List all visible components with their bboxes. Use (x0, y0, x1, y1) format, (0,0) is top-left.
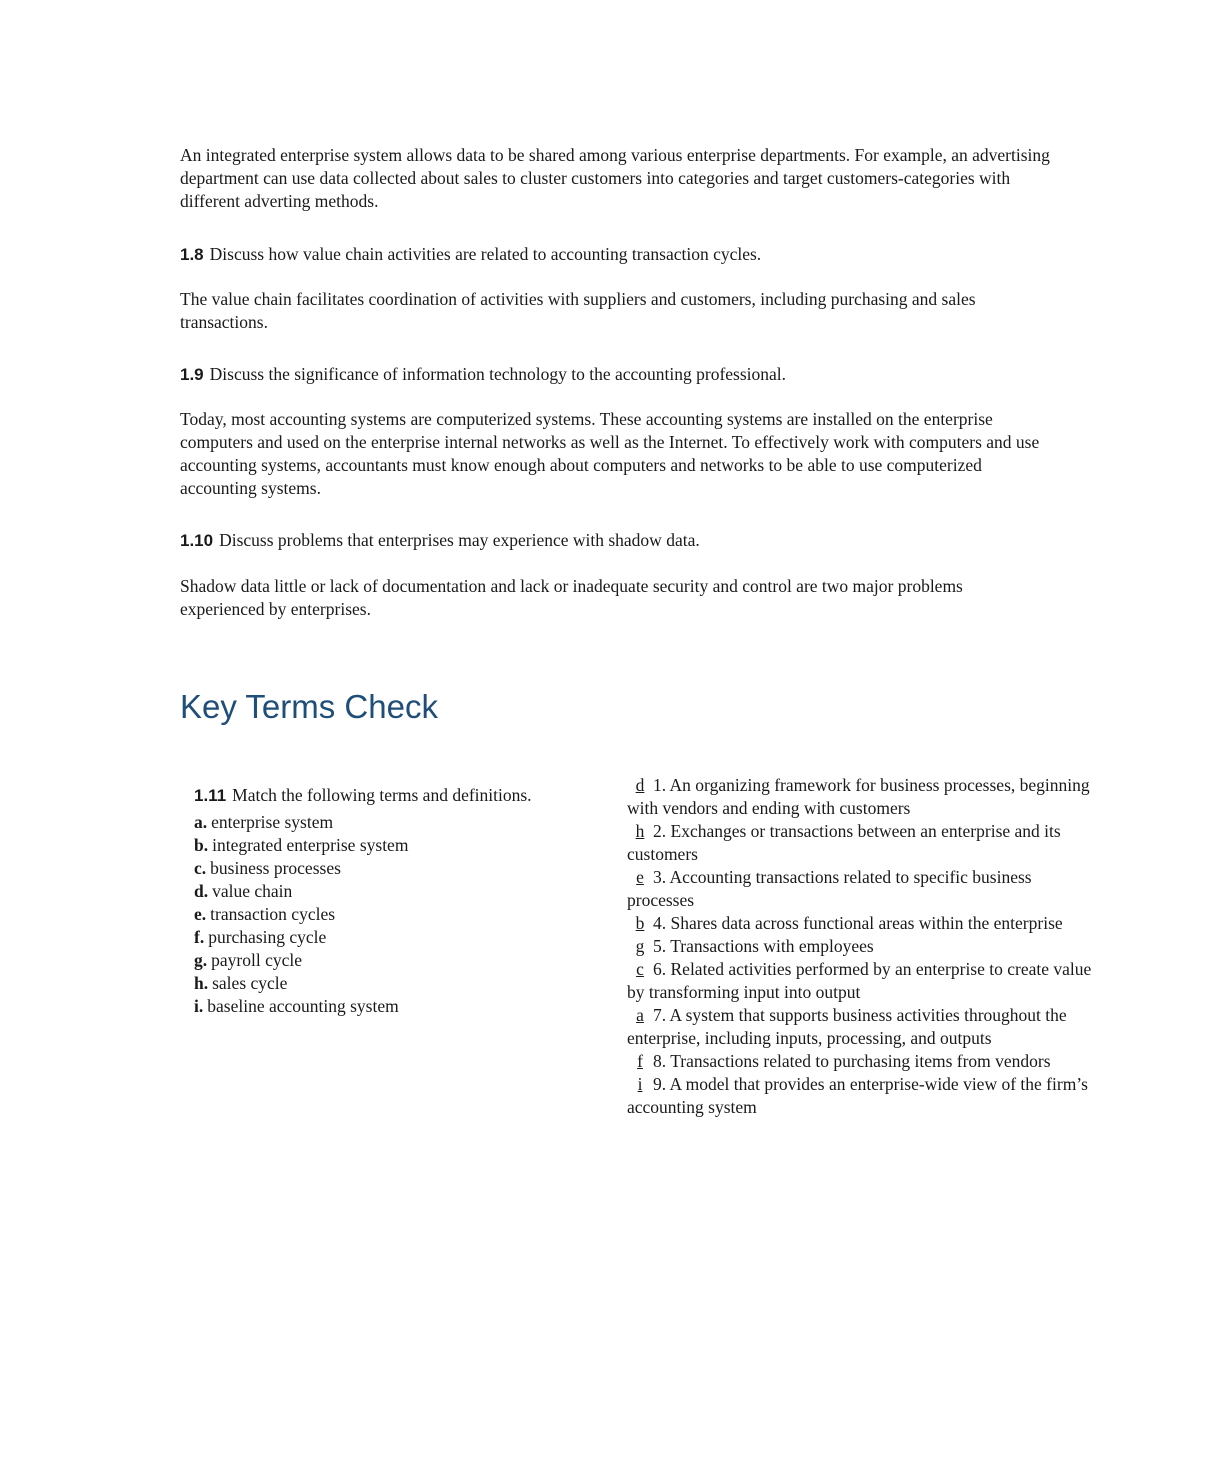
question-number: 1.11 (194, 786, 227, 805)
definition-text: A model that provides an enterprise-wide view of the firm’s accounting system (627, 1074, 1088, 1117)
term-item (194, 995, 614, 1018)
term-text: sales cycle (212, 973, 288, 993)
term-letter: c. (194, 858, 207, 878)
term-item (194, 880, 614, 903)
definition-number: 7. (653, 1005, 667, 1025)
terms-list (194, 811, 614, 1018)
answer-blank: h (635, 821, 645, 841)
term-text: purchasing cycle (208, 927, 327, 947)
answer-blank: g (635, 936, 645, 956)
term-item (194, 972, 614, 995)
definition-number: 2. (653, 821, 667, 841)
question-number: 1.10 (180, 531, 214, 550)
answer-blank: a (636, 1005, 644, 1025)
definition-text: Exchanges or transactions between an enterprise and its customers (627, 821, 1061, 864)
question-1-8 (180, 243, 1050, 266)
definition-text: An organizing framework for business processes, beginning with vendors and ending with customers (627, 775, 1090, 818)
definition-text: A system that supports business activities throughout the enterprise, including inputs, processing, and outputs (627, 1005, 1067, 1048)
definition-text: Related activities performed by an enterprise to create value by transforming input into output (627, 959, 1092, 1002)
term-text: enterprise system (211, 812, 334, 832)
answer-blank: b (635, 913, 645, 933)
definition-text: Transactions related to purchasing items from vendors (670, 1051, 1051, 1071)
definition-item (627, 912, 1102, 935)
term-text: baseline accounting system (207, 996, 399, 1016)
definition-text: Accounting transactions related to specific business processes (627, 867, 1032, 910)
term-item (194, 903, 614, 926)
term-text: business processes (210, 858, 341, 878)
term-letter: b. (194, 835, 209, 855)
term-text: integrated enterprise system (212, 835, 409, 855)
answer-text: Shadow data little or lack of documentation and lack or inadequate security and control are two major problems experienced by enterprises. (180, 576, 963, 619)
terms-column (194, 784, 614, 1018)
question-text: Discuss problems that enterprises may experience with shadow data. (219, 530, 700, 550)
answer-blank: d (635, 775, 645, 795)
definition-item (627, 866, 1102, 912)
term-letter: g. (194, 950, 208, 970)
definition-item (627, 820, 1102, 866)
term-text: transaction cycles (210, 904, 336, 924)
term-letter: f. (194, 927, 205, 947)
question-text: Match the following terms and definitions. (232, 785, 532, 805)
definition-number: 9. (653, 1074, 667, 1094)
definition-number: 3. (653, 867, 667, 887)
answer-blank: f (637, 1051, 643, 1071)
definition-number: 6. (653, 959, 667, 979)
definition-item (627, 1050, 1102, 1073)
answer-1-8 (180, 288, 1050, 334)
definitions-column (627, 774, 1102, 1119)
answer-blank: i (637, 1074, 643, 1094)
term-item (194, 811, 614, 834)
definition-number: 5. (653, 936, 667, 956)
answer-1-10 (180, 575, 1050, 621)
question-1-9 (180, 363, 1050, 386)
term-item (194, 949, 614, 972)
definition-number: 4. (653, 913, 667, 933)
term-letter: e. (194, 904, 207, 924)
term-item (194, 834, 614, 857)
answer-blank: c (636, 959, 644, 979)
answer-text: Today, most accounting systems are computerized systems. These accounting systems are installed on the enterprise computers and used on the enterprise internal networks as well as the Internet. To effectively work with computers and use accounting systems, accountants must know enough about computers and networks to be able to use computerized accounting systems. (180, 409, 1040, 498)
term-text: payroll cycle (211, 950, 302, 970)
term-letter: i. (194, 996, 204, 1016)
term-letter: a. (194, 812, 208, 832)
term-letter: d. (194, 881, 209, 901)
term-text: value chain (212, 881, 293, 901)
term-letter: h. (194, 973, 209, 993)
question-number: 1.8 (180, 245, 204, 264)
definition-number: 8. (653, 1051, 667, 1071)
definition-number: 1. (653, 775, 667, 795)
definition-item (627, 774, 1102, 820)
definition-item (627, 935, 1102, 958)
definition-text: Shares data across functional areas within the enterprise (670, 913, 1063, 933)
question-text: Discuss how value chain activities are related to accounting transaction cycles. (209, 244, 762, 264)
section-heading: Key Terms Check (180, 688, 438, 725)
answer-1-9 (180, 408, 1050, 500)
definition-item (627, 1004, 1102, 1050)
question-text: Discuss the significance of information technology to the accounting professional. (209, 364, 787, 384)
definition-text: Transactions with employees (670, 936, 874, 956)
term-item (194, 926, 614, 949)
definition-item (627, 1073, 1102, 1119)
question-number: 1.9 (180, 365, 204, 384)
answer-text: The value chain facilitates coordination of activities with suppliers and customers, including purchasing and sales transactions. (180, 289, 976, 332)
intro-paragraph (180, 144, 1050, 213)
term-item (194, 857, 614, 880)
definition-item (627, 958, 1102, 1004)
intro-text: An integrated enterprise system allows data to be shared among various enterprise departments. For example, an advertising department can use data collected about sales to cluster customers into categories and target customers-categories with different adverting methods. (180, 145, 1050, 211)
answer-blank: e (636, 867, 644, 887)
question-1-10 (180, 529, 1050, 552)
